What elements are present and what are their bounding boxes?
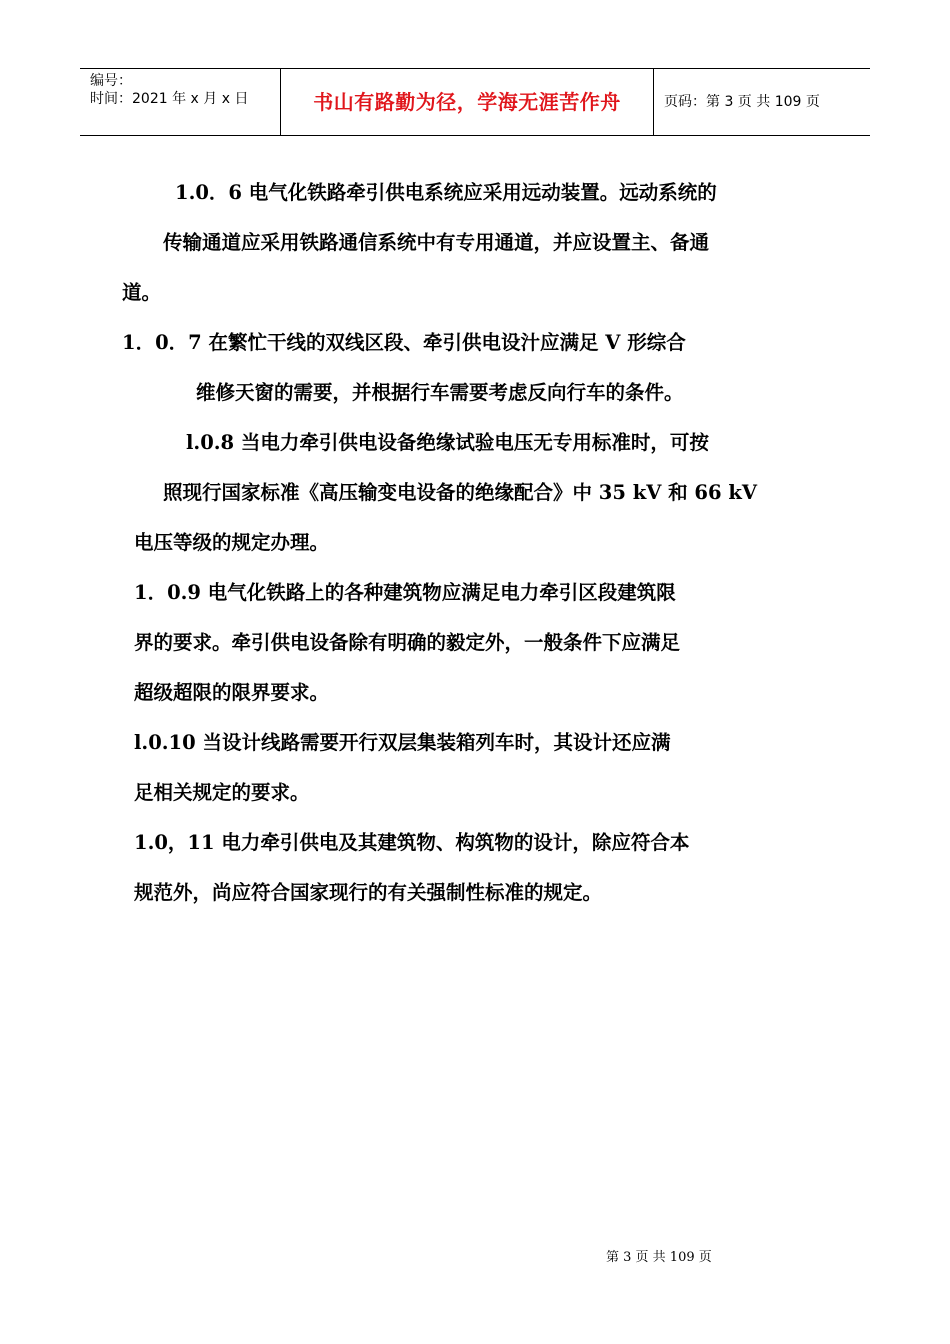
body-line: 足相关规定的要求。 [134,781,310,804]
document-header [80,68,870,136]
header-page-info: 页码：第 3 页 共 109 页 [664,94,820,110]
header-meta [80,69,281,135]
body-line: 界的要求。牵引供电设备除有明确的毅定外，一般条件下应满足 [134,631,681,654]
body-line: 1．0．7 在繁忙干线的双线区段、牵引供电设汁应满足 V 形综合 [122,331,686,354]
page-footer: 第 3 页 共 109 页 [606,1250,712,1265]
body-line: l.0.8 当电力牵引供电设备绝缘试验电压无专用标准时，可按 [186,431,709,454]
body-line: 照现行国家标准《高压输变电设备的绝缘配合》中 35 kV 和 66 kV [163,481,757,504]
body-line: 1.0．6 电气化铁路牵引供电系统应采用远动装置。远动系统的 [175,181,717,204]
body-line: 规范外，尚应符合国家现行的有关强制性标准的规定。 [134,881,603,904]
body-line: 1.0，11 电力牵引供电及其建筑物、构筑物的设计，除应符合本 [134,831,690,854]
body-line: l.0.10 当设计线路需要开行双层集装箱列车时，其设计还应满 [134,731,671,754]
document-date-label: 时间：2021 年 x 月 x 日 [90,91,249,107]
header-motto: 书山有路勤为径，学海无涯苦作舟 [281,69,654,135]
body-line: 1．0.9 电气化铁路上的各种建筑物应满足电力牵引区段建筑限 [134,581,676,604]
body-line: 超级超限的限界要求。 [134,681,330,704]
body-line: 传输通道应采用铁路通信系统中有专用通道，并应设置主、备通 [163,231,710,254]
body-line: 维修天窗的需要，并根据行车需要考虑反向行车的条件。 [196,381,684,404]
body-line: 道。 [122,281,162,304]
body-line: 电压等级的规定办理。 [134,531,330,554]
document-number-label: 编号： [90,73,132,89]
